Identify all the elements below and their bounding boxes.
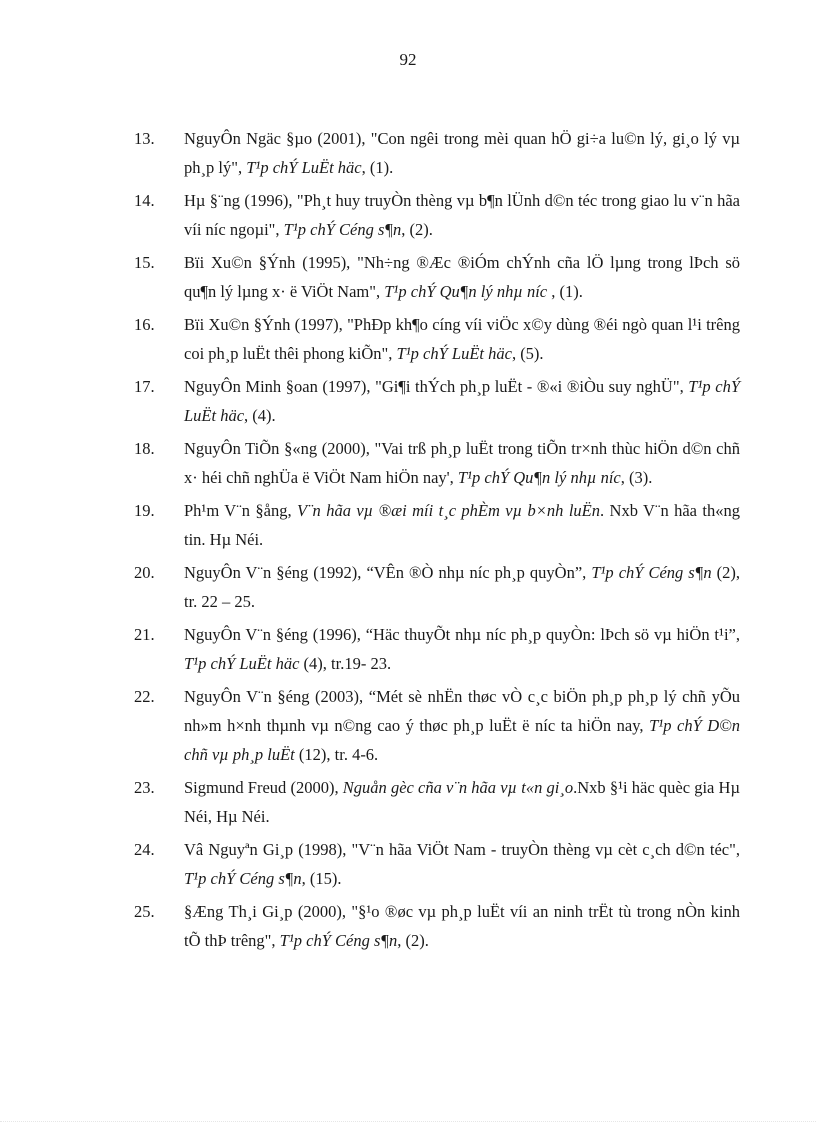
reference-journal: Nguån gèc cña v¨n hãa vµ t«n gi¸o (342, 778, 574, 797)
reference-number: 24. (134, 840, 155, 859)
reference-author: Vâ Nguyªn Gi¸p (1998), (184, 840, 352, 859)
reference-number: 23. (134, 778, 155, 797)
reference-body (184, 124, 740, 182)
reference-number: 14. (134, 191, 155, 210)
reference-body (184, 496, 740, 554)
reference-item (134, 124, 740, 182)
reference-title: "Con ngêi trong mèi quan hÖ gi÷a lu©n lý, gi¸o lý vµ ph¸p lý", (184, 129, 741, 177)
reference-list (134, 124, 740, 959)
reference-body (184, 620, 740, 678)
reference-number: 18. (134, 439, 155, 458)
reference-item (134, 248, 740, 306)
reference-item (134, 186, 740, 244)
reference-title: "V¨n hãa ViÖt Nam - truyÒn thèng vµ cèt c¸ch d©n téc", (351, 840, 740, 859)
reference-tail: , (5). (511, 344, 544, 363)
reference-body (184, 310, 740, 368)
reference-title: "Nh÷ng ®Æc ®iÓm chÝnh cña lÖ lµng trong lÞch sö qu¶n lý lµng x· ë ViÖt Nam", (184, 253, 741, 301)
reference-tail: . Nxb V¨n hãa th«ng tin. Hµ Néi. (184, 501, 740, 549)
reference-title: "Vai trß ph¸p luËt trong tiÕn tr×nh thùc hiÖn d©n chñ x· héi chñ nghÜa ë ViÖt Nam hiÖn nay', (184, 439, 740, 487)
reference-tail: , (1). (361, 158, 394, 177)
reference-tail: , (2). (397, 931, 429, 950)
reference-number: 21. (134, 625, 155, 644)
reference-body (184, 682, 740, 769)
reference-body (184, 897, 740, 955)
reference-number: 15. (134, 253, 155, 272)
reference-body (184, 773, 740, 831)
reference-author: Ph¹m V¨n §ång, (184, 501, 297, 520)
reference-author: Bïi Xu©n §Ýnh (1995), (184, 253, 358, 272)
reference-item (134, 372, 740, 430)
page-bottom-divider (0, 1121, 816, 1122)
reference-title: "Ph¸t huy truyÒn thèng vµ b¶n lÜnh d©n téc trong giao lu v¨n hãa víi níc ngoµi", (184, 191, 740, 239)
reference-journal: T¹p chÝ LuËt häc (396, 344, 512, 363)
reference-tail: (4), tr.19- 23. (299, 654, 392, 673)
reference-tail: , (3). (620, 468, 653, 487)
reference-tail: , (4). (244, 406, 276, 425)
reference-number: 22. (134, 687, 155, 706)
page-number: 92 (399, 50, 417, 69)
reference-author: Bïi Xu©n §Ýnh (1997), (184, 315, 348, 334)
reference-title: “Mét sè nhËn thøc vÒ c¸c biÖn ph¸p ph¸p lý chñ yÕu nh»m h×nh thµnh vµ n©ng cao ý thøc ph¸p luËt ë níc ta hiÖn nay, (184, 687, 740, 735)
reference-journal: T¹p chÝ Céng s¶n (184, 869, 302, 888)
reference-journal: T¹p chÝ D©n chñ vµ ph¸p luËt (184, 716, 741, 764)
reference-item (134, 496, 740, 554)
reference-body (184, 248, 740, 306)
reference-author: NguyÔn V¨n §éng (1996), (184, 625, 366, 644)
reference-author: §Æng Th¸i Gi¸p (2000), (184, 902, 352, 921)
reference-body (184, 835, 740, 893)
reference-journal: T¹p chÝ Céng s¶n (591, 563, 712, 582)
reference-author: Sigmund Freud (2000), (184, 778, 343, 797)
reference-body (184, 434, 740, 492)
reference-item (134, 682, 740, 769)
reference-title: "PhÐp kh¶o cíng víi viÖc x©y dùng ®éi ngò quan l¹i trêng coi ph¸p luËt thêi phong kiÕn", (184, 315, 740, 363)
reference-body (184, 186, 740, 244)
reference-item (134, 620, 740, 678)
reference-title: "Gi¶i thÝch ph¸p luËt - ®«i ®iÒu suy nghÜ", (375, 377, 689, 396)
reference-tail: , (2). (401, 220, 433, 239)
reference-author: NguyÔn Ngäc §µo (2001), (184, 129, 371, 148)
reference-author: NguyÔn TiÕn §«ng (2000), (184, 439, 375, 458)
reference-author: NguyÔn V¨n §éng (1992), (184, 563, 367, 582)
reference-item (134, 773, 740, 831)
reference-tail: , (1). (547, 282, 583, 301)
reference-tail: .Nxb §¹i häc quèc gia Hµ Néi, Hµ Néi. (184, 778, 740, 826)
reference-number: 25. (134, 902, 155, 921)
reference-item (134, 558, 740, 616)
reference-title: “Häc thuyÕt nhµ níc ph¸p quyÒn: lÞch sö vµ hiÖn t¹i”, (365, 625, 740, 644)
reference-number: 13. (134, 129, 155, 148)
reference-item (134, 310, 740, 368)
reference-tail: , (15). (301, 869, 342, 888)
reference-journal: V¨n hãa vµ ®æi míi t¸c phÈm vµ b×nh luËn (296, 501, 600, 520)
reference-journal: T¹p chÝ LuËt häc (184, 654, 300, 673)
reference-author: Hµ §¨ng (1996), (184, 191, 297, 210)
reference-number: 16. (134, 315, 155, 334)
reference-journal: T¹p chÝ Céng s¶n (279, 931, 398, 950)
reference-journal: T¹p chÝ LuËt häc (184, 377, 741, 425)
reference-tail: (12), tr. 4-6. (294, 745, 379, 764)
reference-body (184, 558, 740, 616)
reference-journal: T¹p chÝ Céng s¶n (283, 220, 402, 239)
reference-tail: (2), tr. 22 – 25. (184, 563, 740, 611)
reference-item (134, 897, 740, 955)
reference-item (134, 434, 740, 492)
reference-journal: T¹p chÝ LuËt häc (246, 158, 362, 177)
reference-number: 17. (134, 377, 155, 396)
reference-journal: T¹p chÝ Qu¶n lý nhµ níc (457, 468, 621, 487)
reference-item (134, 835, 740, 893)
reference-author: NguyÔn Minh §oan (1997), (184, 377, 376, 396)
reference-body (184, 372, 740, 430)
reference-title: “VÊn ®Ò nhµ níc ph¸p quyÒn”, (366, 563, 592, 582)
reference-number: 20. (134, 563, 155, 582)
reference-number: 19. (134, 501, 155, 520)
reference-journal: T¹p chÝ Qu¶n lý nhµ níc (384, 282, 548, 301)
reference-title: "§¹o ®øc vµ ph¸p luËt víi an ninh trËt tù trong nÒn kinh tÕ thÞ trêng", (184, 902, 741, 950)
reference-author: NguyÔn V¨n §éng (2003), (184, 687, 369, 706)
